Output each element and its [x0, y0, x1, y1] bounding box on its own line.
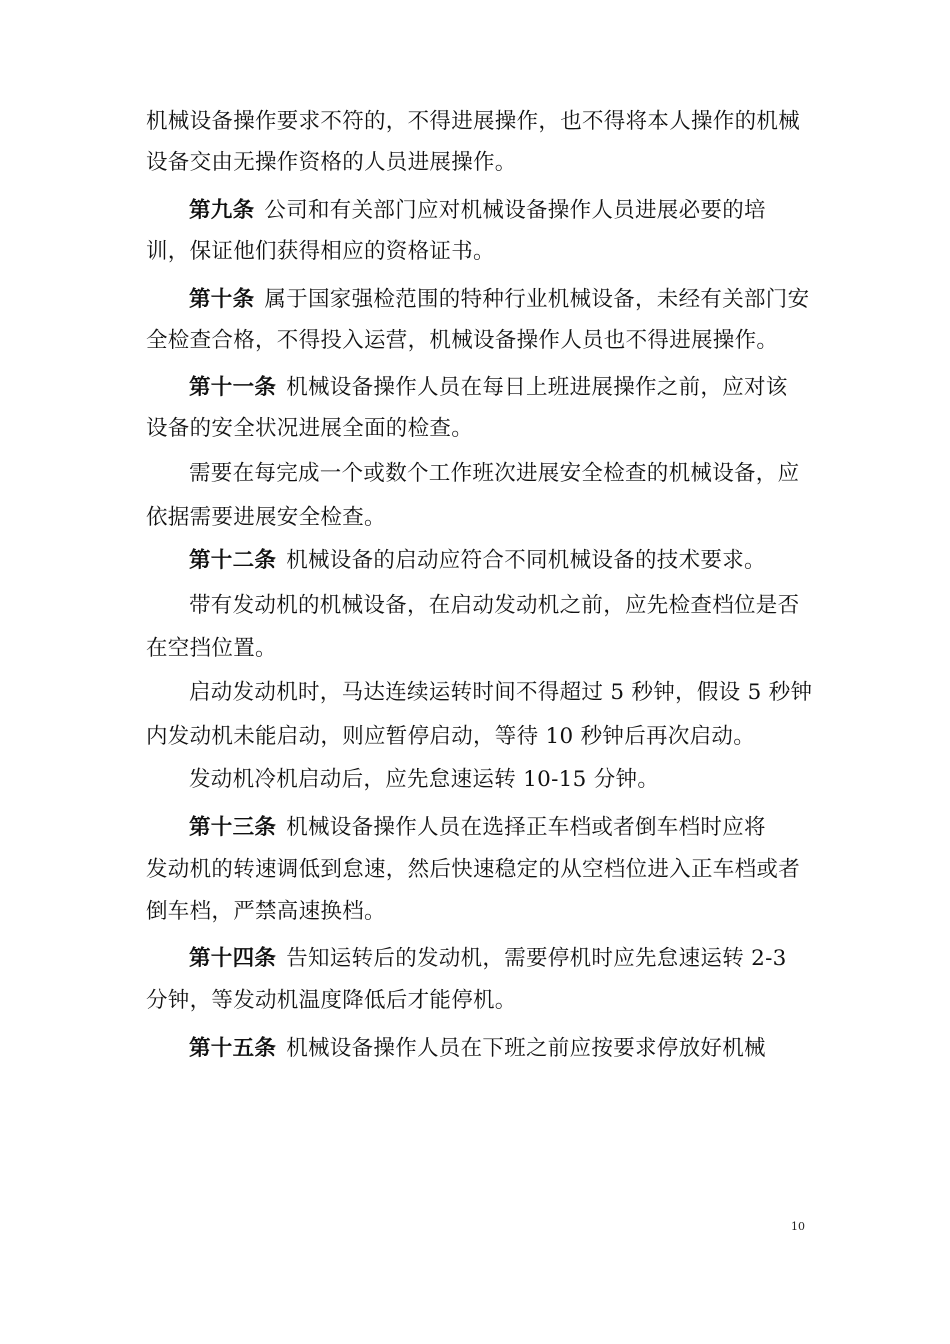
article-heading: 第十三条: [189, 815, 277, 840]
line-text: 需要在每完成一个或数个工作班次进展安全检查的机械设备，应: [189, 461, 800, 486]
text-line: [146, 855, 800, 885]
line-text: 机械设备操作人员在选择正车档或者倒车档时应将: [286, 815, 766, 840]
line-text: 发动机冷机启动后，应先怠速运转 10-15 分钟。: [189, 767, 660, 792]
article-line: [189, 1034, 766, 1064]
line-text: 设备的安全状况进展全面的检查。: [146, 416, 474, 441]
text-line: [146, 897, 386, 927]
text-line: [146, 107, 800, 137]
text-line: [146, 634, 277, 664]
text-line: [146, 414, 473, 444]
line-text: 机械设备操作人员在下班之前应按要求停放好机械: [286, 1036, 766, 1061]
text-line: [189, 765, 659, 795]
text-line: [146, 986, 517, 1016]
line-text: 发动机的转速调低到怠速，然后快速稳定的从空档位进入正车档或者: [146, 857, 801, 882]
article-line: [189, 373, 788, 403]
article-line: [189, 196, 766, 226]
line-text: 全检查合格，不得投入运营，机械设备操作人员也不得进展操作。: [146, 328, 779, 353]
text-line: [146, 722, 755, 752]
line-text: 告知运转后的发动机，需要停机时应先怠速运转 2-3: [286, 946, 787, 971]
text-line: [189, 591, 799, 621]
line-text: 公司和有关部门应对机械设备操作人员进展必要的培: [264, 198, 766, 223]
article-heading: 第十条: [189, 287, 255, 312]
line-text: 属于国家强检范围的特种行业机械设备，未经有关部门安: [264, 287, 810, 312]
line-text: 倒车档，严禁高速换档。: [146, 899, 386, 924]
line-text: 训，保证他们获得相应的资格证书。: [146, 239, 495, 264]
article-heading: 第九条: [189, 198, 255, 223]
text-line: [146, 326, 778, 356]
text-line: [189, 459, 799, 489]
article-heading: 第十五条: [189, 1036, 277, 1061]
article-heading: 第十二条: [189, 548, 277, 573]
article-line: [189, 944, 787, 974]
article-heading: 第十一条: [189, 375, 277, 400]
line-text: 机械设备的启动应符合不同机械设备的技术要求。: [286, 548, 766, 573]
text-line: [146, 503, 386, 533]
line-text: 机械设备操作要求不符的，不得进展操作，也不得将本人操作的机械: [146, 109, 801, 134]
line-text: 分钟，等发动机温度降低后才能停机。: [146, 988, 517, 1013]
line-text: 机械设备操作人员在每日上班进展操作之前，应对该: [286, 375, 788, 400]
article-line: [189, 546, 766, 576]
text-line: [189, 678, 812, 708]
article-line: [189, 285, 809, 315]
text-line: [146, 237, 495, 267]
line-text: 在空挡位置。: [146, 636, 277, 661]
text-line: [146, 148, 517, 178]
line-text: 启动发动机时，马达连续运转时间不得超过 5 秒钟，假设 5 秒钟: [189, 680, 813, 705]
line-text: 依据需要进展安全检查。: [146, 505, 386, 530]
page-number: 10: [791, 1220, 805, 1233]
line-text: 设备交由无操作资格的人员进展操作。: [146, 150, 517, 175]
line-text: 带有发动机的机械设备，在启动发动机之前，应先检查档位是否: [189, 593, 800, 618]
line-text: 内发动机未能启动，则应暂停启动，等待 10 秒钟后再次启动。: [146, 724, 756, 749]
article-heading: 第十四条: [189, 946, 277, 971]
article-line: [189, 813, 766, 843]
